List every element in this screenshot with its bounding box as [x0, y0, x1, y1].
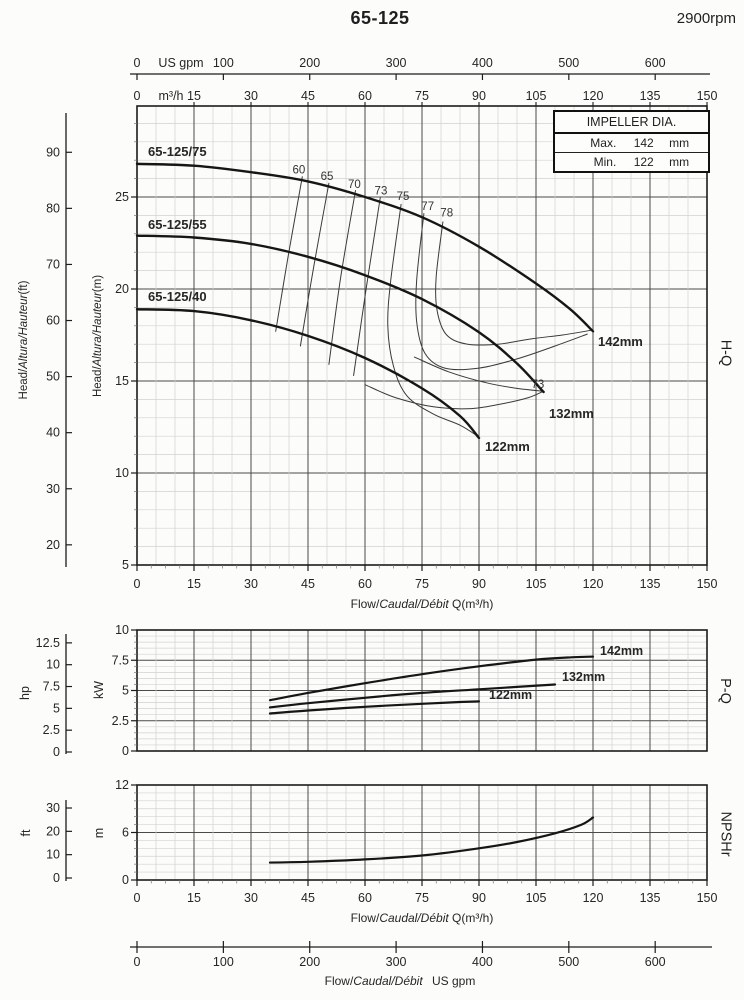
gpm-top-tick-label: 500 [558, 56, 580, 70]
impeller-dia-title: IMPELLER DIA. [555, 112, 708, 134]
npsh-bottom-tick-label: 0 [133, 891, 141, 905]
npsh-ft-tick-label: 10 [46, 847, 60, 862]
m3h-top-tick-label: 150 [696, 89, 718, 103]
efficiency-line [416, 214, 588, 370]
m3h-top-tick-label: 135 [639, 89, 661, 103]
impeller-max-label: Max. [590, 136, 617, 150]
npsh-m-tick-label: 12 [115, 777, 129, 792]
hq-curve-name-label: 65-125/55 [148, 217, 207, 232]
gpm-bottom-tick-label: 200 [299, 955, 321, 969]
flow-bottom-tick-label: 15 [187, 577, 201, 591]
m3h-top-tick-label: 0 [133, 89, 141, 103]
head-m-tick-label: 10 [115, 466, 129, 480]
efficiency-line [436, 222, 591, 345]
pq-impeller-label: 142mm [600, 644, 644, 658]
gpm-bottom-tick-label: 300 [385, 955, 407, 969]
npsh-ft-tick-label: 0 [53, 871, 60, 885]
head-ft-axis-title: Head/Altura/Hauteur(ft) [18, 280, 30, 400]
npsh-bottom-tick-label: 90 [472, 891, 486, 905]
flow-bottom-axis-title: Flow/Caudal/Débit Q(m³/h) [350, 597, 494, 611]
head-ft-tick-label: 40 [46, 425, 60, 440]
npsh-ft-axis-title: ft [19, 829, 33, 837]
hp-tick-label: 0 [53, 745, 60, 759]
npsh-bottom-axis-title: Flow/Caudal/Débit Q(m³/h) [350, 911, 494, 925]
pq-side-label: P-Q [716, 678, 733, 704]
head-ft-tick-label: 70 [46, 257, 60, 272]
head-m-axis-title: Head/Altura/Hauteur(m) [92, 274, 104, 398]
impeller-dia-box [553, 110, 710, 173]
hp-tick-label: 7.5 [42, 679, 60, 694]
head-m-tick-label: 25 [115, 190, 129, 204]
m3h-top-tick-label: 105 [525, 89, 547, 103]
kw-tick-label: 7.5 [111, 653, 129, 668]
efficiency-value-label: 60 [292, 164, 306, 177]
hq-side-label: H-Q [717, 339, 734, 367]
impeller-max-row [555, 134, 708, 152]
rpm-label: 2900rpm [676, 10, 736, 27]
efficiency-value-label: 77 [421, 201, 435, 214]
npsh-ft-tick-label: 20 [46, 824, 60, 839]
efficiency-value-label: 65 [320, 170, 334, 183]
head-m-tick-label: 20 [115, 282, 129, 296]
m3h-top-tick-label: 90 [472, 89, 486, 103]
npsh-ft-tick-label: 30 [46, 801, 60, 816]
gpm-bottom-axis-title: Flow/Caudal/Débit US gpm [324, 974, 476, 988]
head-m-tick-label: 5 [122, 558, 129, 572]
flow-bottom-tick-label: 120 [582, 577, 604, 591]
flow-bottom-tick-label: 75 [415, 577, 429, 591]
efficiency-value-label: 75 [396, 191, 410, 204]
flow-bottom-tick-label: 30 [244, 577, 258, 591]
npsh-bottom-tick-label: 105 [525, 891, 547, 905]
impeller-size-label: 122mm [485, 439, 530, 454]
gpm-bottom-tick-label: 600 [644, 955, 666, 969]
flow-bottom-tick-label: 60 [358, 577, 372, 591]
head-m-tick-label: 15 [115, 374, 129, 388]
gpm-bottom-tick-label: 100 [212, 955, 234, 969]
efficiency-line [354, 198, 381, 376]
head-ft-tick-label: 30 [46, 481, 60, 496]
hp-tick-label: 2.5 [42, 723, 60, 738]
impeller-size-label: 132mm [549, 406, 594, 421]
page-title: 65-125 [350, 8, 410, 28]
impeller-min-row [555, 152, 708, 171]
hq-curve-name-label: 65-125/75 [148, 144, 207, 159]
hp-tick-label: 10 [46, 657, 60, 672]
head-ft-tick-label: 20 [46, 537, 60, 552]
gpm-top-tick-label: 100 [212, 56, 234, 70]
kw-tick-label: 10 [115, 623, 129, 637]
npsh-m-tick-label: 6 [122, 825, 129, 840]
pq-impeller-label: 132mm [562, 670, 606, 684]
impeller-size-label: 142mm [598, 334, 643, 349]
kw-tick-label: 2.5 [111, 713, 129, 728]
impeller-min-label: Min. [593, 155, 617, 169]
gpm-bottom-tick-label: 500 [558, 955, 580, 969]
m3h-top-tick-label: 120 [582, 89, 604, 103]
pq-impeller-label: 122mm [489, 688, 533, 702]
m3h-top-tick-label: 30 [244, 89, 258, 103]
npsh-bottom-tick-label: 150 [696, 891, 718, 905]
npsh-bottom-tick-label: 15 [187, 891, 201, 905]
flow-bottom-tick-label: 45 [301, 577, 315, 591]
head-ft-tick-label: 80 [46, 201, 60, 216]
m3h-top-tick-label: 60 [358, 89, 372, 103]
flow-bottom-tick-label: 150 [696, 577, 718, 591]
npsh-m-axis-title: m [92, 827, 106, 839]
gpm-top-tick-label: 200 [299, 56, 321, 70]
kw-axis-title: kW [92, 680, 106, 700]
npsh-bottom-tick-label: 120 [582, 891, 604, 905]
m3h-top-tick-label: 15 [187, 89, 201, 103]
hp-tick-label: 5 [53, 701, 60, 716]
kw-tick-label: 0 [122, 744, 129, 758]
npsh-bottom-tick-label: 30 [244, 891, 258, 905]
m3h-top-tick-label: 45 [301, 89, 315, 103]
impeller-min-value: 122 [633, 155, 654, 169]
efficiency-value-label: 73 [374, 185, 388, 198]
npsh-bottom-tick-label: 60 [358, 891, 372, 905]
head-ft-tick-label: 50 [46, 369, 60, 384]
impeller-max-value: 142 [633, 136, 654, 150]
gpm-bottom-tick-label: 0 [133, 955, 141, 969]
hp-tick-label: 12.5 [35, 635, 60, 650]
flow-bottom-tick-label: 90 [472, 577, 486, 591]
npsh-m-tick-label: 0 [122, 873, 129, 887]
head-ft-tick-label: 90 [46, 145, 60, 160]
npshr-side-label: NPSHr [717, 811, 734, 857]
impeller-max-unit: mm [669, 136, 690, 150]
gpm-top-tick-label: 600 [644, 56, 666, 70]
gpm-top-unit: US gpm [158, 56, 204, 70]
efficiency-value-label: 78 [440, 207, 454, 220]
efficiency-value-label: 70 [347, 179, 361, 192]
flow-bottom-tick-label: 135 [639, 577, 661, 591]
hq-curve [137, 236, 544, 392]
gpm-top-tick-label: 400 [472, 56, 493, 70]
m3h-top-tick-label: 75 [415, 89, 429, 103]
gpm-bottom-tick-label: 400 [472, 955, 493, 969]
flow-bottom-tick-label: 0 [133, 577, 141, 591]
gpm-top-tick-label: 0 [133, 56, 141, 70]
hp-axis-title: hp [18, 686, 32, 700]
npsh-bottom-tick-label: 75 [415, 891, 429, 905]
head-ft-tick-label: 60 [46, 313, 60, 328]
m3h-top-unit: m³/h [158, 89, 184, 103]
hq-curve-name-label: 65-125/40 [148, 289, 207, 304]
efficiency-line [300, 183, 329, 346]
efficiency-line [329, 191, 356, 365]
impeller-min-unit: mm [669, 155, 690, 169]
kw-tick-label: 5 [122, 683, 129, 698]
gpm-top-tick-label: 300 [385, 56, 407, 70]
flow-bottom-tick-label: 105 [525, 577, 547, 591]
npsh-bottom-tick-label: 45 [301, 891, 315, 905]
npsh-bottom-tick-label: 135 [639, 891, 661, 905]
efficiency-value-label: 73 [531, 378, 545, 391]
